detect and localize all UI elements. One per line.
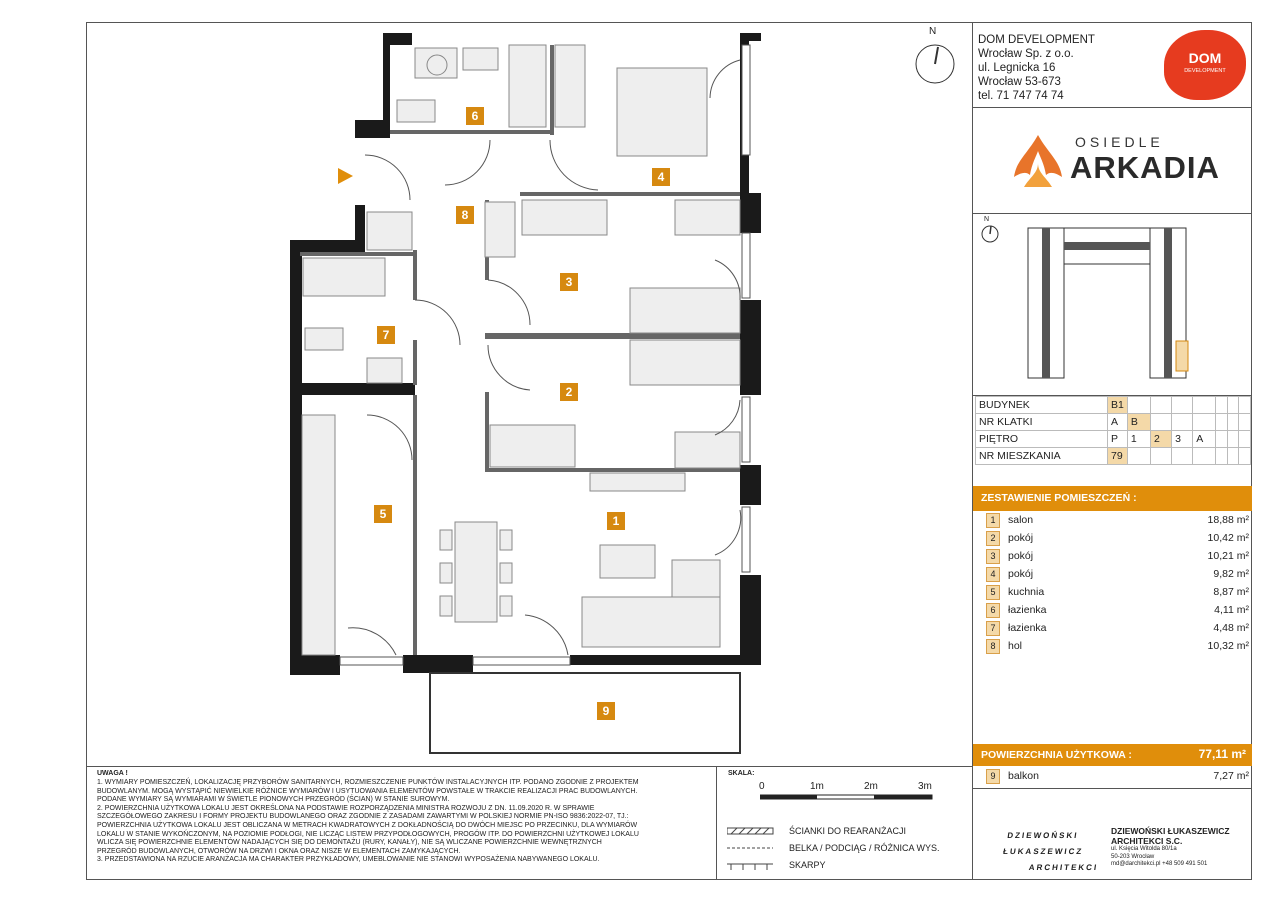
total-area-bar (973, 744, 1252, 766)
room-area-value: 7,27 (1213, 770, 1234, 782)
arkadia-flame-icon (1010, 133, 1066, 189)
scale-tick-0: 0 (759, 781, 765, 792)
room-name: balkon (1008, 770, 1039, 782)
info-value: A (1108, 414, 1128, 431)
room-area-unit: m² (1236, 622, 1249, 634)
note-line: POWIERZCHNIA UŻYTKOWA LOKALU JEST OBLICZANA W METRACH KWADRATOWYCH Z DOKŁADNOŚCIĄ DO DWÓCH MIEJSC PO PRZECINKU, DLA WYMIARÓW (97, 821, 638, 829)
plan-label-4: 4 (652, 168, 670, 186)
room-area-value: 4,11 (1214, 604, 1234, 616)
room-number: 8 (986, 639, 1000, 654)
room-area-value: 4,48 (1213, 622, 1234, 634)
room-row (986, 548, 1251, 565)
room-number: 4 (986, 567, 1000, 582)
plan-label-7: 7 (377, 326, 395, 344)
company-name: DOM DEVELOPMENT (978, 34, 1095, 46)
room-number: 7 (986, 621, 1000, 636)
bed (617, 68, 707, 156)
company-line4: Wrocław 53-673 (978, 76, 1061, 88)
room-area (1208, 550, 1249, 562)
dom-logo (1164, 30, 1246, 100)
plan-label-3: 3 (560, 273, 578, 291)
room-number: 9 (986, 769, 1000, 784)
info-value: 79 (1108, 448, 1128, 465)
company-line2: Wrocław Sp. z o.o. (978, 48, 1074, 60)
architect-logo-line1: DZIEWOŃSKI (1006, 831, 1080, 840)
apartment-info-table (975, 396, 1251, 465)
architect-addr1: ul. Księcia Witolda 80/1a (1111, 846, 1177, 852)
room-area-unit: m² (1236, 586, 1249, 598)
room-area (1208, 532, 1249, 544)
note-line: PODANE WYMIARY SĄ WYMIARAMI W ŚWIETLE PIONOWYCH PRZEGRÓD (ŚCIAN) W STANIE SUROWYM. (97, 796, 450, 804)
legend-item-3: SKARPY (789, 860, 826, 870)
room-name: pokój (1008, 568, 1034, 580)
architect-name1: DZIEWOŃSKI ŁUKASZEWICZ (1111, 826, 1230, 836)
total-label: POWIERZCHNIA UŻYTKOWA : (981, 749, 1132, 761)
scale-tick-3: 3m (918, 781, 932, 792)
notes-title: UWAGA ! (97, 770, 128, 777)
legend-symbols (727, 826, 777, 874)
room-area (1213, 586, 1249, 598)
room-row (986, 566, 1251, 583)
architect-logo-line2: ŁUKASZEWICZ (1002, 847, 1084, 856)
room-area-value: 10,21 (1207, 550, 1234, 562)
rooms-title: ZESTAWIENIE POMIESZCZEŃ : (973, 486, 1252, 511)
architect-info (1111, 826, 1230, 869)
room-area (1214, 604, 1249, 616)
info-value: A (1193, 431, 1216, 448)
dom-logo-sub: DEVELOPMENT (1184, 68, 1226, 74)
key-plan-highlight (1176, 341, 1188, 371)
info-label: PIĘTRO (976, 431, 1108, 448)
total-value: 77,11 m² (1198, 747, 1246, 761)
panel-sep-4 (972, 788, 1252, 789)
info-label: NR MIESZKANIA (976, 448, 1108, 465)
note-line: SZCZEGÓŁOWEGO ZAKRESU I FORMY PROJEKTU BUDOWLANEGO ORAZ ZGODNIE Z ZASADAMI ZAWARTYMI W POLSKIEJ NORMIE PN-ISO 9836:2022-07, TJ.: (97, 813, 629, 821)
room-row (986, 602, 1251, 619)
architect-addr2: 50-203 Wrocław (1111, 853, 1155, 860)
scale-label: SKALA: (728, 770, 755, 777)
room-area-value: 10,32 (1207, 640, 1234, 652)
info-label: BUDYNEK (976, 397, 1108, 414)
plan-label-8: 8 (456, 206, 474, 224)
architect-contact: md@darchitekci.pl +48 509 491 501 (1111, 861, 1208, 867)
room-number: 1 (986, 513, 1000, 528)
estate-line1: OSIEDLE (1075, 134, 1164, 150)
room-name: łazienka (1008, 604, 1047, 616)
room-area-value: 10,42 (1207, 532, 1234, 544)
note-line: LOKALU W STANIE WYKOŃCZONYM, NA POZIOMIE PODŁOGI, NIE LICZĄC LISTEW PRZYPODŁOGOWYCH, PROGÓW ITP. DO POWIERZCHNI UŻYTKOWEJ LOKALU (97, 830, 639, 838)
company-line5: tel. 71 747 74 74 (978, 90, 1064, 102)
room-number: 2 (986, 531, 1000, 546)
entrance-marker (338, 168, 353, 184)
company-line3: ul. Legnicka 16 (978, 62, 1056, 74)
info-value: 2 (1150, 431, 1171, 448)
compass-label: N (929, 26, 937, 37)
legend-item-2: BELKA / PODCIĄG / RÓŻNICA WYS. (789, 843, 940, 853)
plan-label-1: 1 (607, 512, 625, 530)
room-area (1208, 640, 1249, 652)
room-row (986, 584, 1251, 601)
room-area-unit: m² (1236, 532, 1249, 544)
architect-logo (1000, 828, 1104, 876)
room-row (986, 638, 1251, 655)
plan-label-9: 9 (597, 702, 615, 720)
info-value: B1 (1108, 397, 1128, 414)
room-row (986, 512, 1251, 529)
note-line: WLICZA SIĘ POWIERZCHNIE ELEMENTÓW NADAJĄCYCH SIĘ DO DEMONTAŻU (RURY, KANAŁY), NIE SĄ WLICZANE POWIERZCHNIE WEWNĘTRZNYCH (97, 839, 602, 847)
info-value: 3 (1172, 431, 1193, 448)
bathtub (509, 45, 546, 127)
company-info (978, 33, 1095, 103)
plan-label-5: 5 (374, 505, 392, 523)
note-line: 1. WYMIARY POMIESZCZEŃ, LOKALIZACJĘ PRZYBORÓW SANITARNYCH, ROZMIESZCZENIE PUNKTÓW INSTALACYJNYCH ITP. PODANO ZGODNIE Z PROJEKTEM (97, 779, 639, 786)
room-row (986, 530, 1251, 547)
info-row-klatki (976, 414, 1251, 431)
room-area (1213, 770, 1249, 782)
info-row-budynek (976, 397, 1251, 414)
kitchen-counter (302, 415, 335, 655)
room-area (1208, 514, 1249, 526)
dom-logo-text: DOM (1188, 50, 1222, 66)
room-area (1213, 568, 1249, 580)
estate-line2: ARKADIA (1070, 150, 1220, 185)
note-line: PRZEGRÓD BUDOWLANYCH, OTWORÓW NA DRZWI I OKNA ORAZ NISZE W ELEMENTACH ZAMYKAJĄCYCH. (97, 847, 461, 855)
balcony-outline (430, 673, 740, 753)
panel-sep (972, 107, 1252, 108)
architect-name2: ARCHITEKCI S.C. (1111, 836, 1183, 846)
info-row-mieszkania (976, 448, 1251, 465)
room-area-unit: m² (1236, 604, 1249, 616)
compass-circle (916, 45, 954, 83)
scale-divider (716, 766, 717, 880)
balcony-row (986, 768, 1251, 785)
scale-bar (760, 793, 936, 803)
room-name: hol (1008, 640, 1023, 652)
room-name: pokój (1008, 550, 1034, 562)
key-plan (980, 216, 1250, 386)
sofa (582, 597, 720, 647)
room-number: 5 (986, 585, 1000, 600)
info-row-pietro (976, 431, 1251, 448)
wall-segment (383, 33, 390, 123)
room-name: kuchnia (1008, 586, 1045, 598)
bathtub-2 (303, 258, 385, 296)
room-name: salon (1008, 514, 1034, 526)
room-name: pokój (1008, 532, 1034, 544)
room-number: 3 (986, 549, 1000, 564)
info-value: 1 (1127, 431, 1150, 448)
plan-label-6: 6 (466, 107, 484, 125)
room-area-unit: m² (1236, 550, 1249, 562)
room-area-unit: m² (1236, 568, 1249, 580)
info-label: NR KLATKI (976, 414, 1108, 431)
scale-tick-1: 1m (810, 781, 824, 792)
plan-label-2: 2 (560, 383, 578, 401)
dining-table (455, 522, 497, 622)
legend-item-1: ŚCIANKI DO REARANŻACJI (789, 826, 907, 836)
room-row (986, 620, 1251, 637)
notes-list (97, 779, 709, 865)
panel-sep-2 (972, 213, 1252, 214)
room-number: 6 (986, 603, 1000, 618)
info-value: P (1108, 431, 1128, 448)
note-line: 2. POWIERZCHNIA UŻYTKOWA LOKALU JEST OKREŚLONA NA PODSTAWIE ROZPORZĄDZENIA MINISTRA ROZWOJU Z DN. 11.09.2020 R. W SPRAWIE (97, 804, 595, 812)
room-area-value: 9,82 (1213, 568, 1234, 580)
note-line: BUDOWLANYM. MOGĄ WYSTĄPIĆ NIEWIELKIE RÓŻNICE WYMIARÓW I USYTUOWANIA ELEMENTÓW POWSTAŁE W TRAKCIE REALIZACJI PRAC BUDOWLANYCH. (97, 787, 638, 795)
room-area-value: 18,88 (1207, 514, 1234, 526)
architect-logo-line3: ARCHITEKCI (1028, 863, 1099, 872)
info-value: B (1127, 414, 1150, 431)
keyplan-compass-label: N (984, 216, 990, 223)
room-area (1213, 622, 1249, 634)
note-line: 3. PRZEDSTAWIONA NA RZUCIE ARANŻACJA MA CHARAKTER PRZYKŁADOWY, UMEBLOWANIE NIE STANOWI WYPOSAŻENIA NABYWANEGO LOKALU. (97, 856, 600, 864)
room-area-unit: m² (1236, 514, 1249, 526)
room-area-value: 8,87 (1213, 586, 1234, 598)
room-area-unit: m² (1236, 770, 1249, 782)
notes-divider (86, 766, 972, 767)
room-area-unit: m² (1236, 640, 1249, 652)
scale-tick-2: 2m (864, 781, 878, 792)
room-name: łazienka (1008, 622, 1047, 634)
